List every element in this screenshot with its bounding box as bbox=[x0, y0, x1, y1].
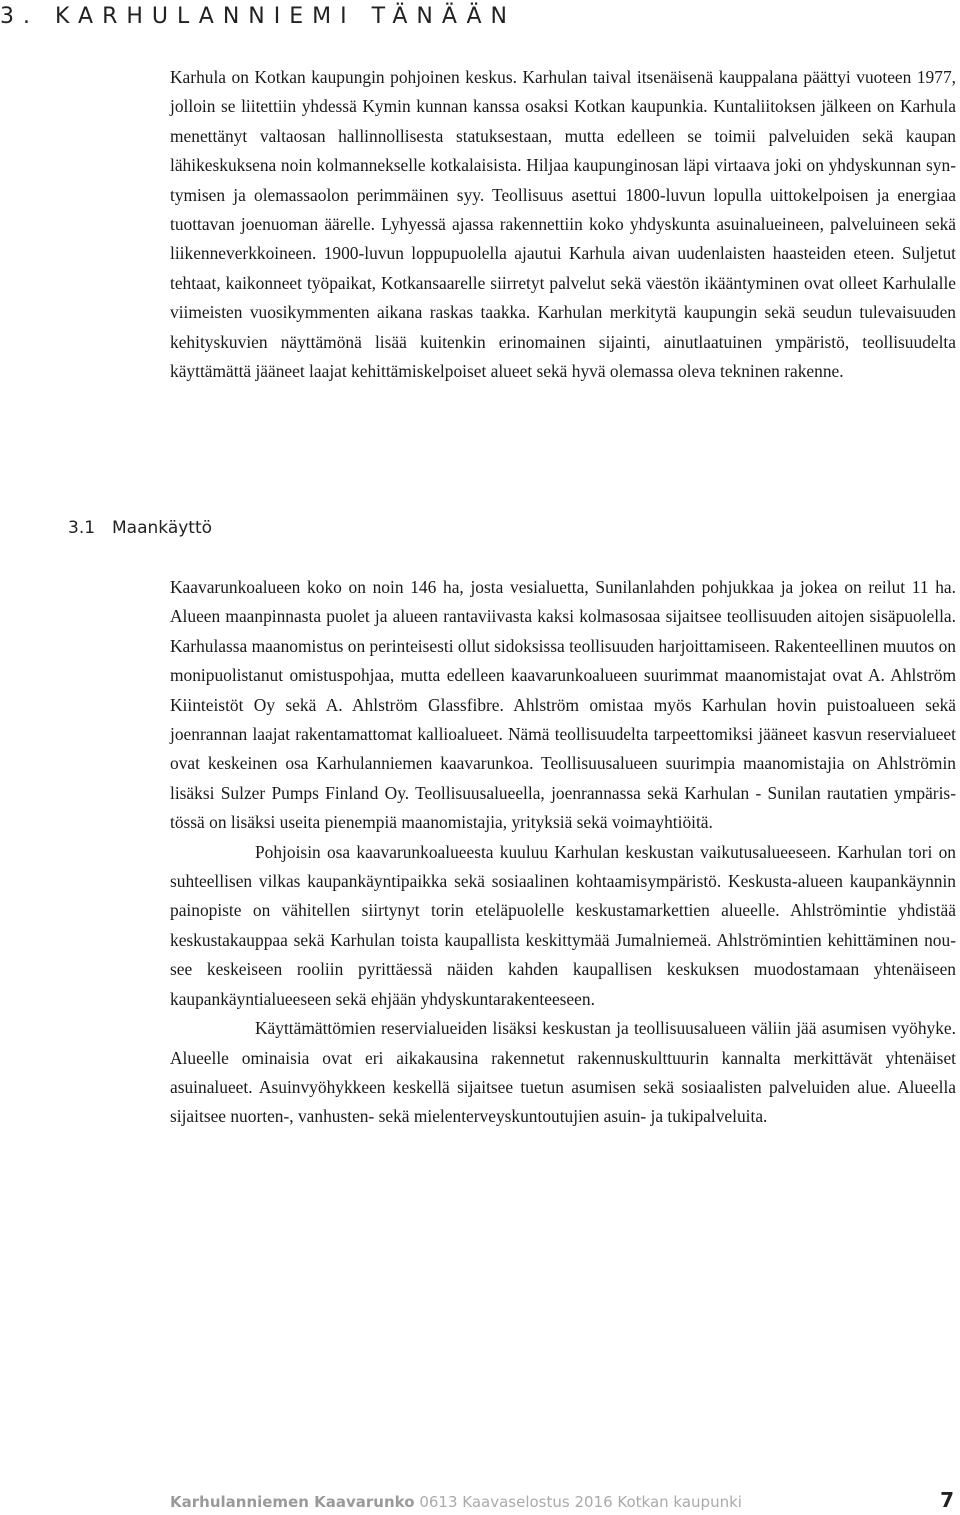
body-paragraph: Pohjoisin osa kaavarunkoalueesta kuuluu Karhulan keskustan vaikutusalueeseen. Karhulan tori on suhteellisen vilkas kaupankäyntipaikka sekä sosiaalinen kohtaamisympäristö. Keskusta-alueen kaupankäynnin painopiste on vähitellen siirtynyt torin eteläpuolelle keskustamarkettien alueelle. Ahlströmintie yhdistää keskustakauppaa sekä Karhulan toista kaupallista keskittymää Jumalniemeä. Ahlströmintien kehittäminen nousee keskeiseen rooliin pyrittäessä näiden kahden kaupallisen keskuksen muodostamaan yhtenäiseen kaupankäyntialueeseen sekä ehjään yhdyskuntarakenteeseen. bbox=[170, 841, 956, 1009]
intro-text bbox=[170, 63, 956, 386]
footer-document-info bbox=[170, 1493, 742, 1511]
body-paragraph: Käyttämättömien reservialueiden lisäksi keskustan ja teollisuusalueen väliin jää asumisen vyöhyke. Alueelle ominaisia ovat eri aikakausina rakennetut rakennuskulttuurin kannalta merkittävät yhtenäiset asuinalueet. Asuinvyöhykkeen keskellä sijaitsee tuetun asumisen sekä sosiaalisten palveluiden alue. Alueella sijaitsee nuorten-, vanhusten- sekä mielenterveyskuntoutujien asuin- ja tukipalveluita. bbox=[170, 1018, 956, 1127]
page-number: 7 bbox=[940, 1488, 954, 1512]
section-title: Maankäyttö bbox=[112, 518, 213, 538]
page-footer bbox=[170, 1488, 954, 1512]
section-body bbox=[170, 573, 956, 1132]
footer-document-name: Karhulanniemen Kaavarunko bbox=[170, 1493, 415, 1511]
body-paragraph: Kaavarunkoalueen koko on noin 146 ha, josta vesialuetta, Sunilanlahden pohjukkaa ja jokea on reilut 11 ha. Alueen maanpinnasta puolet ja alueen rantaviivasta kaksi kolmasosaa sijaitsee teollisuuden aitojen sisäpuolella. Karhulassa maanomistus on perinteisesti ollut sidoksissa teollisuuden harjoittamiseen. Rakenteellinen muutos on monipuolistanut omistuspohjaa, mutta edelleen kaavarunkoalueen suurimmat maanomistajat ovat A. Ahlström Kiinteistöt Oy sekä A. Ahlström Glassfibre. Ahlström omistaa myös Karhulan hovin puistoalueen sekä joenrannan laajat rakentamattomat kallioalueet. Nämä teollisuudelta tarpeettomiksi jääneet kasvun reservialueet ovat keskeinen osa Karhulanniemen kaavarunkoa. Teollisuusalueen suurimpia maanomistajia on Ahlströmin lisäksi Sulzer Pumps Finland Oy. Teollisuusalueella, joenrannassa sekä Karhulan - Sunilan rautatien ympäristössä on lisäksi useita pienempiä maanomistajia, yrityksiä sekä voimayhtiöitä. bbox=[170, 577, 956, 833]
section-number: 3.1 bbox=[68, 518, 96, 538]
footer-document-details: 0613 Kaavaselostus 2016 Kotkan kaupunki bbox=[414, 1493, 742, 1511]
section-heading bbox=[68, 518, 212, 538]
intro-paragraph: Karhula on Kotkan kaupungin pohjoinen keskus. Karhulan taival itsenäisenä kauppalana päättyi vuoteen 1977, jolloin se liitettiin yhdessä Kymin kunnan kanssa osaksi Kotkan kaupunkia. Kuntaliitoksen jälkeen on Karhula menettänyt valtaosan hallinnollisesta statuksestaan, mutta edelleen se toimii palveluiden sekä kaupan lähikeskuksena noin kolmannekselle kotkalaisista. Hiljaa kaupunginosan läpi virtaava joki on yhdyskunnan syntymisen ja olemassaolon perimmäinen syy. Teollisuus asettui 1800-luvun lopulla uittokelpoisen ja energiaa tuottavan joenuoman äärelle. Lyhyessä ajassa rakennettiin koko yhdyskunta asuinalueineen, palveluineen sekä liikenneverkkoineen. 1900-luvun loppupuolella ajautui Karhula aivan uudenlaisten haasteiden eteen. Suljetut tehtaat, kaikonneet työpaikat, Kotkansaarelle siirretyt palvelut sekä väestön ikääntyminen ovat olleet Karhulalle viimeisten vuosikymmenten aikana raskas taakka. Karhulan merkitytä kaupungin sekä seudun tulevaisuuden kehityskuvien näyttämönä lisää kuitenkin erinomainen sijainti, ainutlaatuinen ympäristö, teollisuudelta käyttämättä jääneet laajat kehittämiskelpoiset alueet sekä hyvä olemassa oleva tekninen rakenne. bbox=[170, 67, 956, 382]
chapter-heading: 3. KARHULANNIEMI TÄNÄÄN bbox=[0, 4, 516, 29]
